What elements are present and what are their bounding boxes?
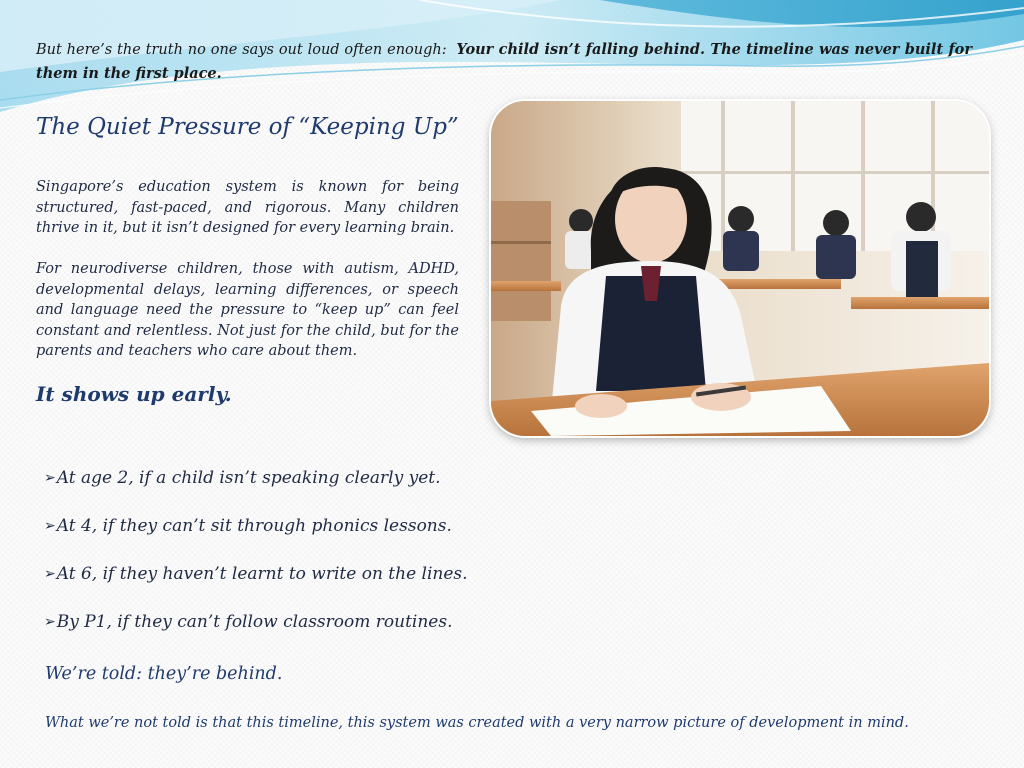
list-item — [44, 562, 468, 610]
arrow-bullet-icon: ➢ — [44, 470, 56, 486]
classroom-illustration — [491, 101, 989, 436]
banner-lead: But here’s the truth no one says out loud often enough: — [36, 42, 447, 58]
list-item-text: At 4, if they can’t sit through phonics lessons. — [56, 516, 452, 536]
arrow-bullet-icon: ➢ — [44, 566, 56, 582]
list-item — [44, 610, 468, 658]
closing-line: What we’re not told is that this timeline, this system was created with a very narrow picture of development in mind. — [45, 715, 909, 731]
arrow-bullet-icon: ➢ — [44, 518, 56, 534]
told-line: We’re told: they’re behind. — [45, 664, 283, 684]
banner-text — [36, 38, 972, 86]
list-item — [44, 466, 468, 514]
banner-emphasis: Your child isn’t falling behind. The timeline was never built for them in the first place. — [36, 41, 972, 82]
classroom-photo — [491, 101, 989, 436]
list-item-text: By P1, if they can’t follow classroom routines. — [56, 612, 453, 632]
slide-title: The Quiet Pressure of “Keeping Up” — [36, 114, 459, 140]
arrow-bullet-icon: ➢ — [44, 614, 56, 630]
paragraph-neurodiverse: For neurodiverse children, those with autism, ADHD, developmental delays, learning differences, or speech and language need the pressure to “keep up” can feel constant and relentless. Not just for the child, but for the parents and teachers who care about them. — [36, 261, 459, 360]
emphasis-line: It shows up early. — [36, 382, 232, 406]
list-item-text: At 6, if they haven’t learnt to write on the lines. — [56, 564, 468, 584]
list-item — [44, 514, 468, 562]
paragraph-intro: Singapore’s education system is known for being structured, fast-paced, and rigorous. Many children thrive in it, but it isn’t designed for every learning brain. — [36, 179, 459, 237]
milestone-list — [44, 466, 468, 658]
list-item-text: At age 2, if a child isn’t speaking clearly yet. — [56, 468, 441, 488]
